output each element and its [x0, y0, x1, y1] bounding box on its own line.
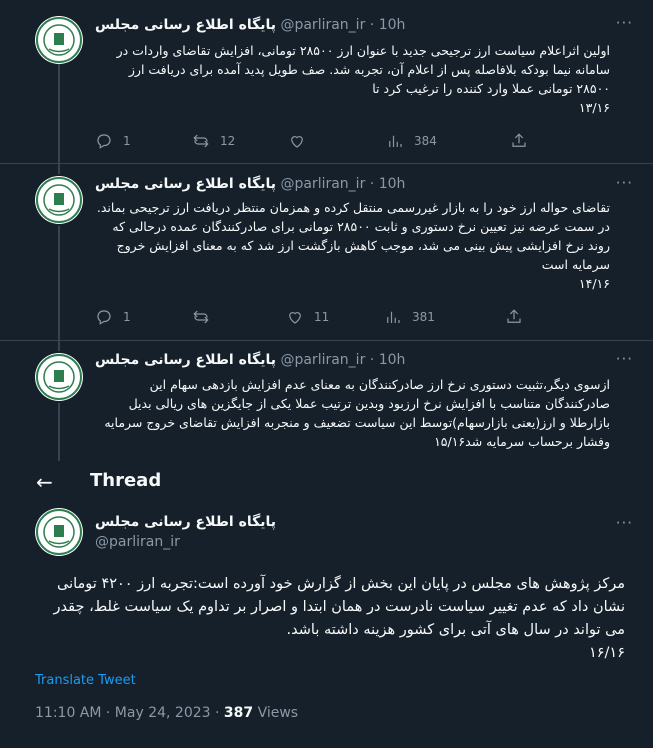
tweet-text-content: مرکز پژوهش های مجلس در پایان این بخش از گزارش خود آورده است:تجربه ارز ۴۲۰۰ تومانی نشان داد که عدم تغییر سیاست نادرست در همان ابتدا و اصرار بر تداوم یک سیاست غلط، چقدر می تواند در سال های آتی برای کشور هزینه داشته باشد.	[53, 576, 625, 638]
separator: ·	[369, 176, 375, 192]
retweet-count: 12	[220, 134, 236, 148]
views-count: 381	[412, 310, 435, 324]
avatar[interactable]	[35, 176, 83, 224]
parliament-logo-icon	[35, 176, 83, 224]
author-name[interactable]: پایگاه اطلاع رسانی مجلس	[95, 352, 277, 368]
share-icon	[505, 308, 523, 326]
tweet-text-content: ازسوی دیگر،تثبیت دستوری نرخ ارز صادرکنندگان به معنای عدم افزایش بازدهی سهام این صادرکنندگان متناسب با افزایش نرخ ارزبود وبدین ترتیب عملا یکی از جایگزین های ریالی بدیل بازارطلا و ارز(یعنی بازارسهام)توسط این سیاست تضعیف و منجربه افزایش تقاضای خروج سرمایه وفشار برحساب سرمایه شد۱۵/۱۶	[104, 377, 610, 449]
parliament-logo-icon	[35, 508, 83, 556]
parliament-logo-icon	[35, 353, 83, 401]
like-button[interactable]	[286, 308, 329, 326]
views-button[interactable]	[384, 308, 435, 326]
tweet-timestamp[interactable]: 11:10 AM · May 24, 2023 ·	[35, 705, 224, 721]
arrow-left-icon[interactable]: ←	[36, 470, 53, 494]
main-tweet-text	[35, 573, 625, 665]
reply-count: 1	[123, 134, 131, 148]
tweet-text-content: تقاضای حواله ارز خود را به بازار غیررسمی منتقل کرده و همزمان منتظر دریافت ارز ترجیحی بماند. در سمت عرضه نیز تعیین نرخ دستوری و ثابت ۲۸۵۰۰ تومانی برای صادرکنندگان عمده درحالی که روند نرخ افزایشی پیش بینی می شد، موجب کاهش بازگشت ارز شد که به معنای افزایش خروج سرمایه است	[96, 200, 610, 272]
author-handle[interactable]: @parliran_ir	[95, 534, 180, 550]
avatar[interactable]	[35, 353, 83, 401]
author-handle[interactable]: @parliran_ir	[280, 176, 366, 192]
retweet-icon	[192, 132, 210, 150]
reply-button[interactable]	[95, 308, 131, 326]
retweet-icon	[192, 308, 210, 326]
more-options-icon[interactable]: ···	[615, 350, 633, 368]
thread-counter: ۱۶/۱۶	[588, 645, 625, 661]
heart-icon	[288, 132, 306, 150]
more-options-icon[interactable]: ···	[615, 14, 633, 32]
author-handle[interactable]: @parliran_ir	[280, 17, 366, 33]
reply-count: 1	[123, 310, 131, 324]
thread-counter: ۱۴/۱۶	[578, 276, 610, 291]
avatar[interactable]	[35, 508, 83, 556]
tweet-text	[95, 41, 610, 117]
tweet-meta	[35, 705, 298, 721]
tweet-text	[95, 375, 610, 451]
translate-tweet-link[interactable]: Translate Tweet	[35, 673, 136, 688]
author-handle[interactable]: @parliran_ir	[280, 352, 366, 368]
thread-connector	[58, 226, 60, 340]
views-button[interactable]	[386, 132, 437, 150]
tweet-actions	[95, 308, 540, 330]
tweet-text-content: اولین اثراعلام سیاست ارز ترجیحی جدید با عنوان ارز ۲۸۵۰۰ تومانی، افزایش تقاضای واردات در سامانه نیما بودکه بلافاصله پس از اعلام آن، تجربه شد. صف طویل پدید آمده برای دریافت ارز ۲۸۵۰۰ تومانی عملا وارد کننده را ترغیب کرد تا	[116, 43, 610, 96]
tweet-time[interactable]: 10h	[378, 352, 406, 368]
share-button[interactable]	[505, 308, 523, 326]
separator: ·	[369, 352, 375, 368]
retweet-button[interactable]	[192, 132, 235, 150]
retweet-button[interactable]	[192, 308, 220, 326]
reply-icon	[95, 132, 113, 150]
parliament-logo-icon	[35, 16, 83, 64]
avatar[interactable]	[35, 16, 83, 64]
heart-icon	[286, 308, 304, 326]
thread-connector	[58, 341, 60, 351]
thread-header	[0, 462, 653, 500]
thread-connector	[58, 64, 60, 163]
separator: ·	[369, 17, 375, 33]
author-name[interactable]: پایگاه اطلاع رسانی مجلس	[95, 514, 277, 530]
reply-button[interactable]	[95, 132, 131, 150]
author-name[interactable]: پایگاه اطلاع رسانی مجلس	[95, 176, 277, 192]
views-chart-icon	[386, 132, 404, 150]
tweet-header	[95, 352, 405, 372]
tweet-time[interactable]: 10h	[378, 17, 406, 33]
thread-connector	[58, 164, 60, 174]
reply-icon	[95, 308, 113, 326]
like-button[interactable]	[288, 132, 316, 150]
views-chart-icon	[384, 308, 402, 326]
share-button[interactable]	[510, 132, 528, 150]
author-name[interactable]: پایگاه اطلاع رسانی مجلس	[95, 17, 277, 33]
tweet-time[interactable]: 10h	[378, 176, 406, 192]
tweet-actions	[95, 132, 540, 154]
share-icon	[510, 132, 528, 150]
tweet-2[interactable]	[0, 164, 653, 340]
page-title: Thread	[90, 470, 162, 491]
tweet-header	[95, 17, 405, 37]
views-count: 384	[414, 134, 437, 148]
like-count: 11	[314, 310, 330, 324]
views-label: Views	[253, 705, 299, 721]
views-count: 387	[223, 705, 254, 721]
more-options-icon[interactable]: ···	[615, 174, 633, 192]
thread-counter: ۱۳/۱۶	[578, 100, 610, 115]
thread-connector	[58, 403, 60, 461]
more-options-icon[interactable]: ···	[615, 514, 633, 532]
tweet-text	[95, 198, 610, 293]
tweet-header	[95, 176, 405, 196]
tweet-3[interactable]	[0, 341, 653, 461]
tweet-1[interactable]	[0, 0, 653, 163]
